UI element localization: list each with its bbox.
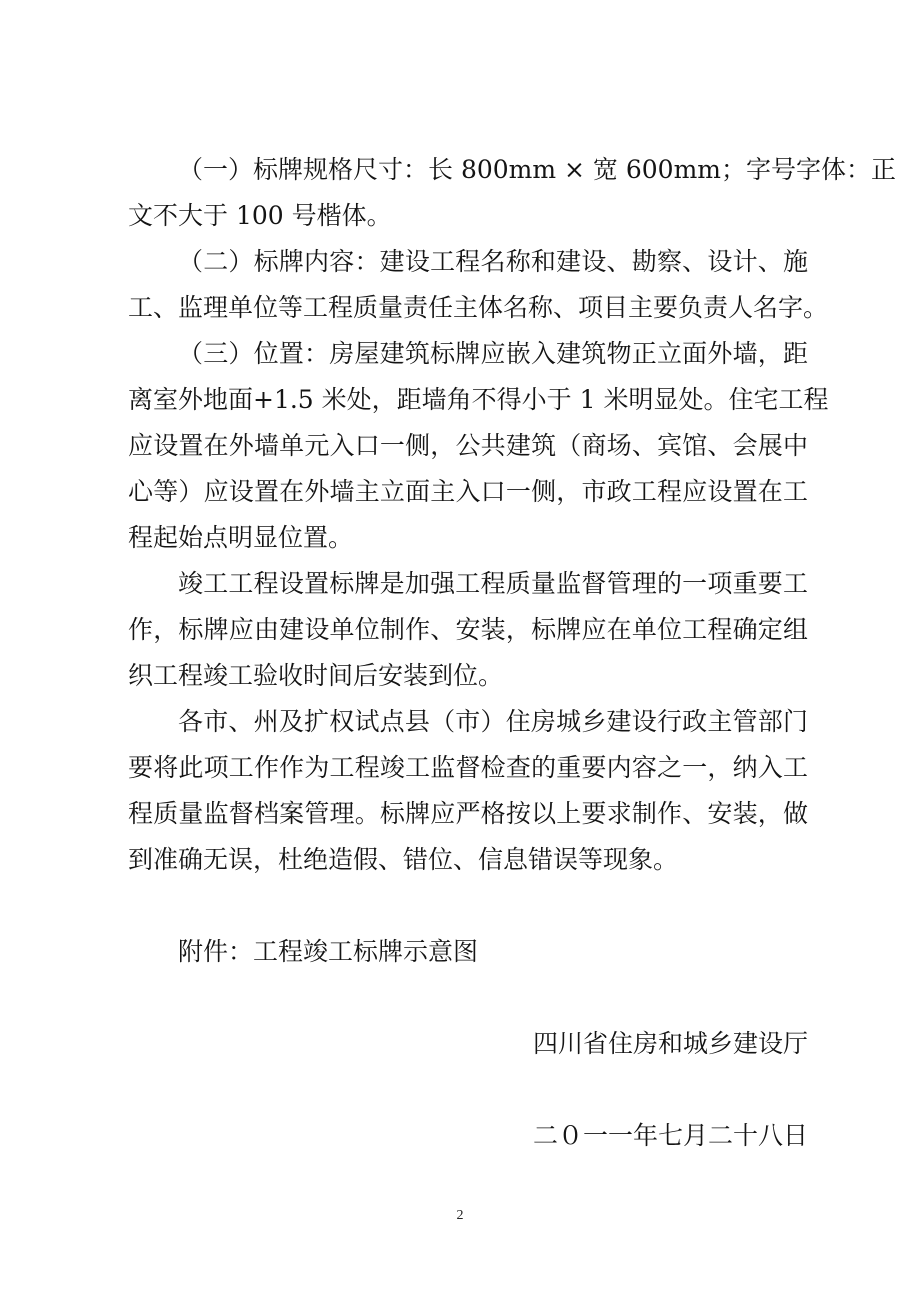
text-line: 作，标牌应由建设单位制作、安装，标牌应在单位工程确定组 xyxy=(128,615,808,644)
page-number: 2 xyxy=(456,1208,464,1223)
text-line: 到准确无误，杜绝造假、错位、信息错误等现象。 xyxy=(128,845,679,874)
text-line: 织工程竣工验收时间后安装到位。 xyxy=(128,661,504,690)
text-line: （二）标牌内容：建设工程名称和建设、勘察、设计、施 xyxy=(178,247,808,276)
text-line: 心等）应设置在外墙主立面主入口一侧，市政工程应设置在工 xyxy=(128,477,808,506)
text-line: 要将此项工作作为工程竣工监督检查的重要内容之一，纳入工 xyxy=(128,753,808,782)
issue-date: 二０一一年七月二十八日 xyxy=(532,1121,808,1150)
text-line: 各市、州及扩权试点县（市）住房城乡建设行政主管部门 xyxy=(178,707,808,736)
attachment-note: 附件：工程竣工标牌示意图 xyxy=(178,937,479,966)
issuer-signature: 四川省住房和城乡建设厅 xyxy=(532,1029,808,1058)
text-line: 程起始点明显位置。 xyxy=(128,523,354,552)
text-line: （一）标牌规格尺寸：长 800mm × 宽 600mm；字号字体：正 xyxy=(178,155,896,184)
text-line: 离室外地面+1.5 米处，距墙角不得小于 1 米明显处。住宅工程 xyxy=(128,385,829,414)
text-line: 程质量监督档案管理。标牌应严格按以上要求制作、安装，做 xyxy=(128,799,808,828)
text-line: 竣工工程设置标牌是加强工程质量监督管理的一项重要工 xyxy=(178,569,808,598)
text-line: 文不大于 100 号楷体。 xyxy=(128,201,392,230)
text-line: 应设置在外墙单元入口一侧，公共建筑（商场、宾馆、会展中 xyxy=(128,431,808,460)
text-line: 工、监理单位等工程质量责任主体名称、项目主要负责人名字。 xyxy=(128,293,829,322)
text-line: （三）位置：房屋建筑标牌应嵌入建筑物正立面外墙，距 xyxy=(178,339,808,368)
